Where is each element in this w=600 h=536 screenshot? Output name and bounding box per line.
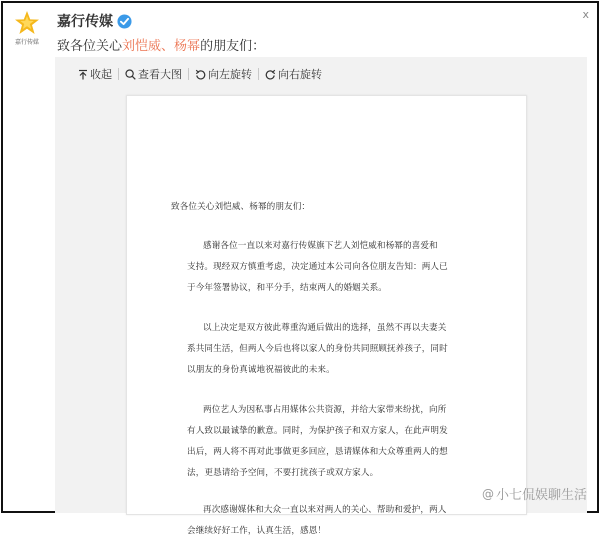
letter-line: 感谢各位一直以来对嘉行传媒旗下艺人刘恺威和杨幂的喜爱和: [203, 241, 438, 251]
letter-line: 会继续好好工作，认真生活，感恩！: [187, 526, 327, 536]
letter-line: 出后，两人将不再对此事做更多回应，恳请媒体和大众尊重两人的想: [187, 447, 448, 457]
collapse-up-icon: [78, 69, 88, 80]
rotate-left-label: 向左旋转: [208, 68, 252, 81]
account-avatar[interactable]: [10, 10, 44, 52]
letter-line: 再次感谢媒体和大众一直以来对两人的关心、帮助和爱护，两人: [203, 505, 447, 515]
statement-image[interactable]: [126, 95, 527, 536]
image-toolbar: [55, 57, 587, 91]
rotate-right-label: 向右旋转: [278, 68, 322, 81]
weibo-post-frame: [1, 1, 599, 536]
mention-separator: 、: [161, 39, 175, 54]
star-logo-icon: [14, 10, 40, 36]
rotate-left-button[interactable]: [189, 66, 258, 82]
watermark-at-symbol: @: [481, 486, 494, 501]
post-prefix: 致各位关心: [57, 39, 123, 54]
avatar-caption: 嘉行传媒: [14, 39, 39, 46]
account-name-row: [57, 11, 132, 31]
letter-line: 于今年签署协议，和平分手，结束两人的婚姻关系。: [187, 283, 387, 293]
mention-liu-kaiwei[interactable]: 刘恺威: [122, 39, 162, 54]
letter-line: 两位艺人为因私事占用媒体公共资源，并给大家带来纷扰，向所: [203, 405, 447, 415]
letter-greeting: 致各位关心刘恺威、杨幂的朋友们：: [171, 202, 311, 212]
magnifier-icon: [125, 69, 136, 80]
watermark: [482, 484, 587, 503]
mention-yang-mi[interactable]: 杨幂: [174, 39, 201, 54]
post-suffix: 的朋友们：: [200, 39, 266, 54]
watermark-text: 小七侃娱聊生活: [495, 488, 587, 503]
verified-badge-icon: [117, 14, 132, 29]
image-viewer: [55, 57, 587, 536]
letter-line: 以朋友的身份真诚地祝福彼此的未来。: [187, 365, 335, 375]
account-name[interactable]: 嘉行传媒: [57, 14, 113, 30]
view-large-button[interactable]: [119, 66, 188, 82]
letter-line: 支持。现经双方慎重考虑，决定通过本公司向各位朋友告知：两人已: [187, 262, 448, 272]
rotate-left-icon: [195, 69, 206, 80]
letter-line: 以上决定是双方彼此尊重沟通后做出的选择，虽然不再以夫妻关: [203, 323, 447, 333]
view-large-label: 查看大图: [138, 68, 182, 81]
rotate-right-button[interactable]: [259, 66, 328, 82]
letter-line: 法，更恳请给予空间，不要打扰孩子或双方家人。: [187, 468, 379, 478]
rotate-right-icon: [265, 69, 276, 80]
letter-line: 有人致以最诚挚的歉意。同时，为保护孩子和双方家人，在此声明发: [187, 426, 448, 436]
close-icon[interactable]: x: [582, 8, 589, 21]
post-text: [57, 35, 265, 54]
letter-line: 系共同生活，但两人今后也将以家人的身份共同照顾抚养孩子，同时: [187, 344, 448, 354]
collapse-label: 收起: [90, 68, 112, 81]
collapse-button[interactable]: [72, 66, 118, 82]
